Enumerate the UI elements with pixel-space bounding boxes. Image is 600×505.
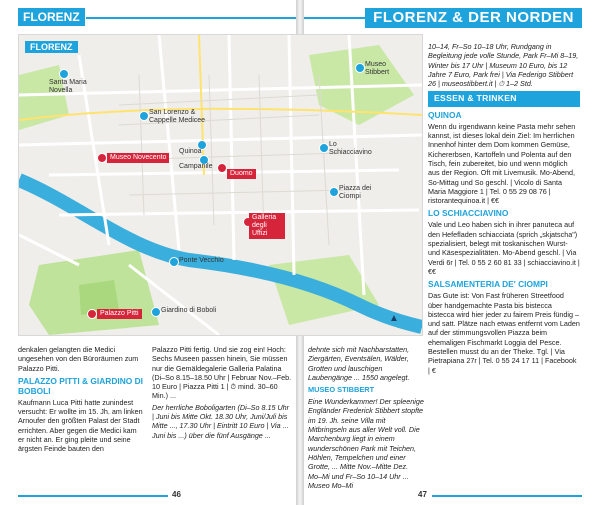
label-palazzo-pitti: Palazzo Pitti	[97, 309, 142, 319]
label-san-lorenzo: San Lorenzo & Cappelle Medicee	[149, 109, 206, 124]
ponte-vecchio-pin-icon[interactable]	[169, 257, 179, 267]
heading-palazzo-pitti: PALAZZO PITTI & GIARDINO DI BOBOLI	[18, 375, 143, 396]
label-giardino-boboli: Giardino di Boboli	[161, 307, 217, 314]
right-col1-para-1: dehnte sich mit Nachbarstatten, Ziergärten, Eventsälen, Wälder, Grotten und lauschigen Laubengänge ... 1550 angelegt.	[308, 345, 410, 382]
left-col2-para-1: Palazzo Pitti fertig. Und sie zog ein! Hoch: Sechs Museen passen hinein, Sie müssen nur die Gemäldegalerie Galleria Palatina (Di–So 8.15–18.50 Uhr | Februar Nov.–Feb. 10 Euro | Piazza Pitti 1 | ⏱ mind. 30–60 Min.) ...	[152, 345, 292, 401]
right-column-1	[308, 345, 424, 492]
footer-rule-left	[18, 495, 168, 497]
section-essen-trinken: ESSEN & TRINKEN	[428, 91, 580, 106]
heading-museo-stibbert: MUSEO STIBBERT	[308, 385, 375, 395]
label-galleria-uffizi: Galleria degli Uffizi	[249, 213, 285, 239]
left-col1-para-2: Kaufmann Luca Pitti hatte zunindest versucht: Er wollte im 15. Jh. am linken Arnoufer den größten Palast der Stadt errichten. Aber gegen die Medici kam er nicht an. Er ging pleite und seine ärgsten Feinde bauten den	[18, 397, 143, 454]
right-header-tab: FLORENZ & DER NORDEN	[365, 8, 582, 28]
north-arrow-icon: ▲	[389, 313, 399, 324]
left-page-number: 46	[172, 490, 181, 499]
label-santa-maria-novella: Santa Maria Novella	[49, 79, 87, 94]
header-rule-left	[86, 17, 296, 19]
heading-lo-schiacciavino: LO SCHIACCIAVINO	[428, 208, 509, 219]
left-column-2	[152, 345, 292, 442]
label-duomo: Duomo	[227, 169, 256, 179]
salsamenteria-text: Das Gute ist: Von Fast früheren Streetfood über handgemachte Pasta bis bistecca bistecca wird hier jeder zu fairem Preis fündig – und satt. Plätze nach etwas entfernt vom Laden auf der stimmungsvollen Piazza beim ehemaligen Fischmarkt Loggia del Pesce. Bestellen musst du an der Theke. Tgl. | Via Pietrapiana 27r | Tel. 0 55 24 17 11 | Facebook | €	[428, 291, 580, 375]
quinoa-text: Wenn du irgendwann keine Pasta mehr sehen kannst, ist dieses lokal dein Ziel: Im herrlichen Innenhof hinter dem Dom kommen Gemüse, Kichererbsen, Kartoffeln und Polenta auf den Tisch, fein zubereitet, bio und wenn möglich aus der Region. Oft mit Livemusik. Mo-Abend, So-Mittag und So geschl. | Vicolo di Santa Maria Maggiore 1 | Tel. 0 55 29 08 76 | ristorantequinoa.it | €€	[428, 121, 576, 206]
museo-stibbert-pin-icon[interactable]	[355, 63, 365, 73]
ciompi-pin-icon[interactable]	[329, 187, 339, 197]
label-quinoa: Quinoa	[179, 148, 202, 155]
schiacciavino-text: Vale und Leo haben sich in ihrer panuteca auf den Hefefladen schiacciata (sprich „skjatscha") spezialisiert, belegt mit toskanischen Wurst- und Käsespezialitäten. Mo-Abend geschl. | Via Verdi 6r | Tel. 0 55 2 60 81 33 | schiacciavino.it | €€	[428, 220, 580, 276]
palazzo-pitti-pin-icon[interactable]	[87, 309, 97, 319]
san-lorenzo-pin-icon[interactable]	[139, 111, 149, 121]
label-piazza-ciompi: Piazza dei Ciompi	[339, 185, 372, 200]
map-title: FLORENZ	[25, 41, 78, 53]
city-map	[18, 34, 423, 336]
schiacciavino-pin-icon[interactable]	[319, 143, 329, 153]
left-header-tab: FLORENZ	[18, 8, 85, 26]
santa-maria-novella-pin-icon[interactable]	[59, 69, 69, 79]
label-museo-stibbert: Museo Stibbert	[365, 61, 390, 76]
label-lo-schiacciavino: Lo Schiacciavino	[329, 141, 372, 156]
museo-novecento-pin-icon[interactable]	[97, 153, 107, 163]
label-museo-novecento: Museo Novecento	[107, 153, 169, 163]
heading-quinoa: QUINOA	[428, 109, 462, 120]
right-col2-para-1: 10–14, Fr–So 10–18 Uhr, Rundgang in Begleitung jede volle Stunde, Park Fr–Mi 8–19, Winter bis 17 Uhr | Museum 10 Euro, bis 12 Jahre 7 Euro, Park frei | Via Federigo Stibbert 26 | museostibbert.it | ⏱ 1–2 Std.	[428, 42, 579, 89]
map-scale	[371, 335, 395, 336]
heading-salsamenteria: SALSAMENTERIA DE' CIOMPI	[428, 279, 548, 290]
label-ponte-vecchio: Ponte Vecchio	[179, 257, 224, 264]
label-campanile: Campanile	[179, 163, 213, 170]
right-col1-para-2: Eine Wunderkammer! Der spleenige Engländer Frederick Stibbert stopfte im 19. Jh. seine Villa mit Mitbringseln aus aller Welt voll. Die Marchenburg liegt in einem wunderschönen Park mit Teichen, Höhlen, Tempelchen und einer Grotte, ... Mitte Nov.–Mitte Dez. Mo–Mi und Fr–So 10–14 Uhr ... Museo Mo–Mi	[308, 397, 424, 490]
right-page-number: 47	[418, 490, 427, 499]
left-col2-para-2: Der herrliche Boboligarten (Di–So 8.15 Uhr | Juni bis Mitte Okt. 18.30 Uhr, Juni/Juli bis Mitte ..., 17.30 Uhr | Eintritt 10 Euro | Via ... Juni bis ...) über die fünf Ausgänge ...	[152, 402, 290, 440]
left-col1-para-1: denkalen gelangten die Medici ungesehen von den Büroräumen zum Palazzo Pitti.	[18, 345, 139, 373]
left-column-1	[18, 345, 144, 456]
boboli-pin-icon[interactable]	[151, 307, 161, 317]
footer-rule-right	[432, 495, 582, 497]
duomo-pin-icon[interactable]	[217, 163, 227, 173]
right-column-2	[428, 42, 580, 377]
